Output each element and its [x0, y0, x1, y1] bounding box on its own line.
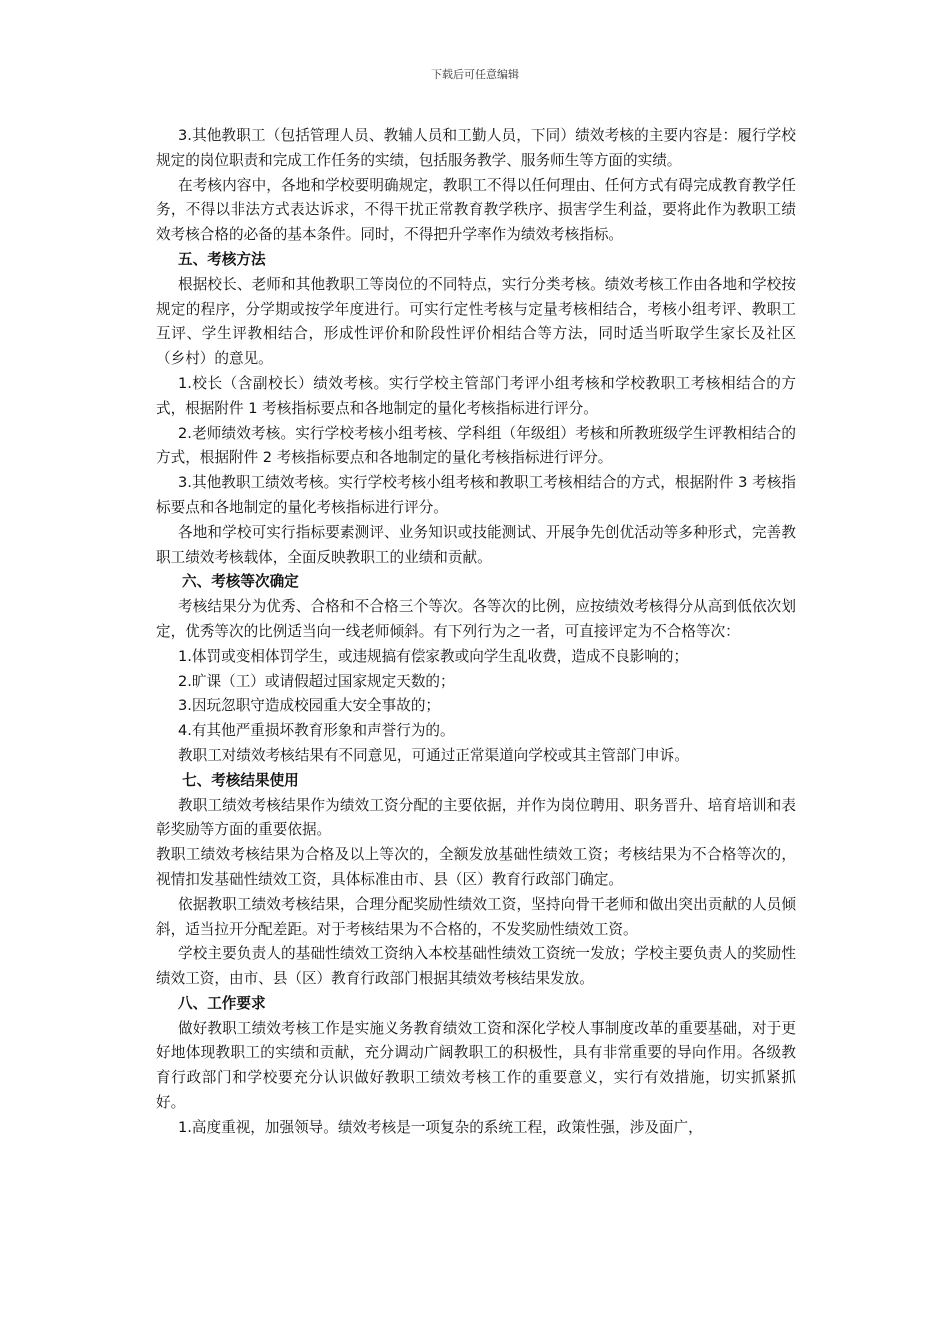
paragraph: 教职工绩效考核结果为合格及以上等次的，全额发放基础性绩效工资；考核结果为不合格等次的，视情扣发基础性绩效工资，具体标准由市、县（区）教育行政部门确定。 [156, 846, 796, 888]
paragraph: 依据教职工绩效考核结果，合理分配奖励性绩效工资，坚持向骨干老师和做出突出贡献的人员倾斜，适当拉开分配差距。对于考核结果为不合格的，不发奖励性绩效工资。 [156, 895, 796, 938]
paragraph: 教职工对绩效考核结果有不同意见，可通过正常渠道向学校或其主管部门申诉。 [178, 746, 689, 764]
paragraph: 在考核内容中，各地和学校要明确规定，教职工不得以任何理由、任何方式有碍完成教育教学任务，不得以非法方式表达诉求，不得干扰正常教育教学秩序、损害学生利益，要将此作为教职工绩效考核合格的必备的基本条件。同时，不得把升学率作为绩效考核指标。 [156, 176, 796, 244]
paragraph: 3.因玩忽职守造成校园重大安全事故的； [178, 697, 441, 715]
paragraph: 2.旷课（工）或请假超过国家规定天数的； [178, 672, 455, 690]
paragraph: 4.有其他严重损坏教育形象和声誉行为的。 [178, 722, 455, 740]
paragraph: 做好教职工绩效考核工作是实施义务教育绩效工资和深化学校人事制度改革的重要基础，对于更好地体现教职工的实绩和贡献，充分调动广阔教职工的积极性，具有非常重要的导向作用。各级教育行政部门和学校要充分认识做好教职工绩效考核工作的重要意义，实行有效措施，切实抓紧抓好。 [156, 1019, 796, 1112]
paragraph: 1.校长（含副校长）绩效考核。实行学校主管部门考评小组考核和学校教职工考核相结合的方式，根据附件 1 考核指标要点和各地制定的量化考核指标进行评分。 [156, 374, 796, 417]
paragraph: 根据校长、老师和其他教职工等岗位的不同特点，实行分类考核。绩效考核工作由各地和学校按规定的程序，分学期或按学年度进行。可实行定性考核与定量考核相结合，考核小组考评、教职工互评、学生评教相结合，形成性评价和阶段性评价相结合等方法，同时适当听取学生家长及社区（乡村）的意见。 [156, 275, 796, 368]
paragraph: 3.其他教职工（包括管理人员、教辅人员和工勤人员，下同）绩效考核的主要内容是：履行学校规定的岗位职责和完成工作任务的实绩，包括服务教学、服务师生等方面的实绩。 [156, 127, 796, 169]
paragraph: 1.高度重视，加强领导。绩效考核是一项复杂的系统工程，政策性强，涉及面广， [178, 1118, 703, 1136]
paragraph: 1.体罚或变相体罚学生，或违规搞有偿家教或向学生乱收费，造成不良影响的； [178, 647, 689, 665]
section-heading: 六、考核等次确定 [182, 573, 299, 591]
section-heading: 七、考核结果使用 [182, 771, 299, 789]
paragraph: 3.其他教职工绩效考核。实行学校考核小组考核和教职工考核相结合的方式，根据附件 3 考核指标要点和各地制定的量化考核指标进行评分。 [156, 474, 796, 516]
paragraph: 学校主要负责人的基础性绩效工资纳入本校基础性绩效工资统一发放；学校主要负责人的奖励性绩效工资，由市、县（区）教育行政部门根据其绩效考核结果发放。 [156, 945, 796, 988]
paragraph: 各地和学校可实行指标要素测评、业务知识或技能测试、开展争先创优活动等多种形式，完善教职工绩效考核载体，全面反映教职工的业绩和贡献。 [156, 523, 796, 566]
document-body [156, 124, 796, 1141]
section-heading: 五、考核方法 [178, 250, 266, 268]
paragraph: 考核结果分为优秀、合格和不合格三个等次。各等次的比例，应按绩效考核得分从高到低依次划定，优秀等次的比例适当向一线老师倾斜。有下列行为之一者，可直接评定为不合格等次： [156, 598, 796, 640]
paragraph: 2.老师绩效考核。实行学校考核小组考核、学科组（年级组）考核和所教班级学生评教相结合的方式，根据附件 2 考核指标要点和各地制定的量化考核指标进行评分。 [156, 424, 796, 467]
paragraph: 教职工绩效考核结果作为绩效工资分配的主要依据，并作为岗位聘用、职务晋升、培育培训和表彰奖励等方面的重要依据。 [156, 796, 796, 839]
section-heading: 八、工作要求 [178, 994, 266, 1012]
page-header: 下载后可任意编辑 [431, 68, 519, 81]
